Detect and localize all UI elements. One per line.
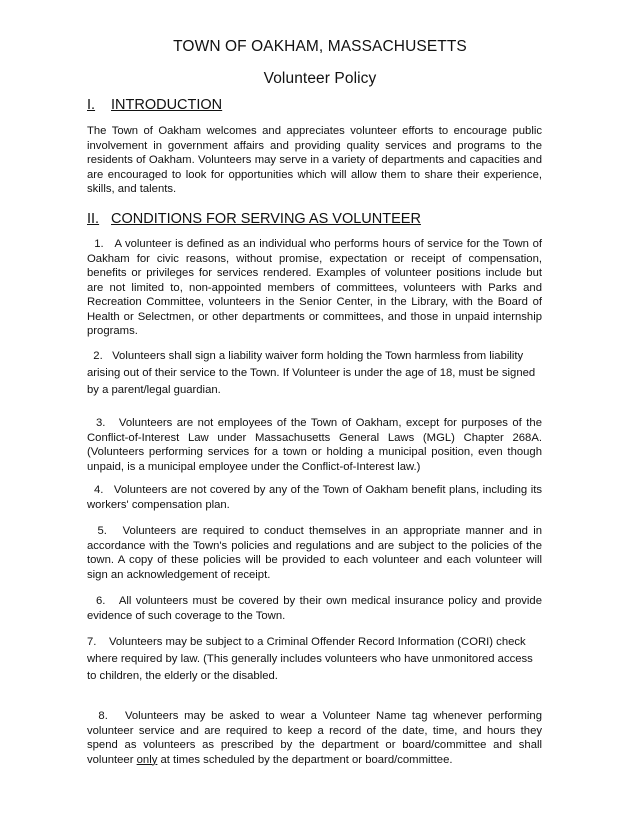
condition-text: Volunteers shall sign a liability waiver form holding the Town harmless from liability arising out of their service to the Town. If Volunteer is under the age of 18, must be signed by a parent/legal guardian.	[87, 350, 536, 396]
section-number: II.	[87, 211, 100, 227]
document-title: TOWN OF OAKHAM, MASSACHUSETTS	[173, 38, 467, 55]
condition-text: All volunteers must be covered by their own medical insurance policy and provide evidence of such coverage to the Town.	[87, 595, 543, 622]
condition-number: 7.	[87, 636, 97, 648]
condition-emphasis: only	[136, 753, 158, 766]
condition-5	[87, 524, 542, 582]
condition-text: Volunteers may be asked to wear a Volunteer Name tag whenever performing volunteer service and are required to keep a record of the date, time, and hours they spend as volunteers as prescribed by the department or board/committee and shall volunteer	[87, 710, 542, 766]
condition-number: 8.	[98, 710, 108, 722]
section-number: I.	[87, 97, 96, 113]
condition-7	[87, 634, 542, 685]
condition-text: Volunteers may be subject to a Criminal Offender Record Information (CORI) check where required by law. (This generally includes volunteers who have unmonitored access to children, the elderly or the disabled.	[87, 636, 533, 682]
condition-3	[87, 416, 542, 474]
condition-8	[87, 709, 542, 767]
condition-text: Volunteers are not covered by any of the Town of Oakham benefit plans, including its workers' compensation plan.	[87, 484, 542, 511]
document-subtitle: Volunteer Policy	[263, 70, 377, 87]
condition-text: Volunteers are not employees of the Town of Oakham, except for purposes of the Conflict-of-Interest Law under Massachusetts General Laws (MGL) Chapter 268A. (Volunteers performing services for a town or holding a municipal position, even though unpaid, is a municipal employee under the Conflict-of-Interest law.)	[87, 417, 542, 473]
section-title: INTRODUCTION	[111, 97, 223, 113]
condition-number: 3.	[96, 417, 106, 429]
condition-number: 4.	[94, 484, 104, 496]
condition-4	[87, 483, 542, 512]
condition-text: A volunteer is defined as an individual who performs hours of service for the Town of Oakham for civic reasons, without promise, expectation or receipt of compensation, benefits or privileges for services rendered. Examples of volunteer positions include but are not limited to, non-appointed members of committees, volunteers with Parks and Recreation Committee, volunteers in the Senior Center, in the Library, with the Board of Health or Selectmen, or other departments or committees, and those in unpaid internship programs.	[87, 238, 542, 337]
section-heading-conditions	[87, 211, 421, 227]
condition-number: 5.	[97, 525, 107, 537]
condition-number: 2.	[93, 350, 103, 362]
condition-text-end: at times scheduled by the department or board/committee.	[157, 753, 453, 766]
condition-number: 1.	[94, 238, 104, 250]
condition-1	[87, 237, 542, 339]
condition-number: 6.	[95, 595, 106, 607]
section-heading-introduction	[87, 97, 222, 113]
condition-text: Volunteers are required to conduct themselves in an appropriate manner and in accordance with the Town's policies and regulations and are subject to the policies of the town. A copy of these policies will be provided to each volunteer and each volunteer will sign an acknowledgement of receipt.	[87, 525, 542, 581]
introduction-paragraph: The Town of Oakham welcomes and appreciates volunteer efforts to encourage public involvement in government affairs and providing quality services and programs to the residents of Oakham. Volunteers may serve in a variety of departments and capacities and are encouraged to look for opportunities which will allow them to share their experience, skills, and talents.	[87, 125, 542, 195]
condition-6	[87, 594, 542, 623]
condition-2	[87, 348, 542, 399]
section-title: CONDITIONS FOR SERVING AS VOLUNTEER	[111, 211, 421, 227]
